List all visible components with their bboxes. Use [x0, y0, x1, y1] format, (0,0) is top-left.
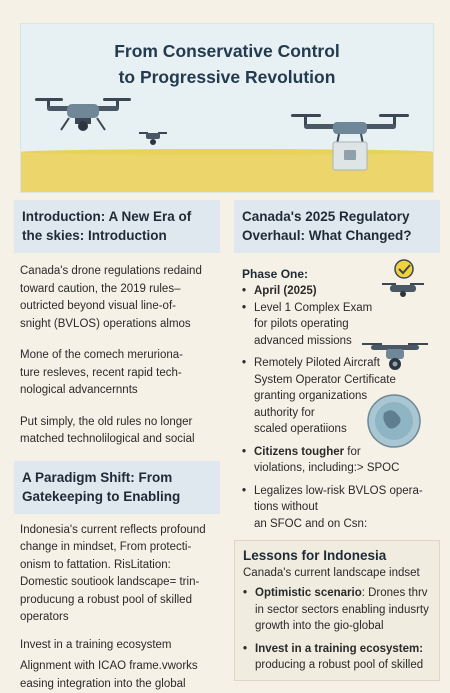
lessons-card — [234, 540, 440, 681]
right-column — [234, 200, 440, 676]
phase-one-label: Phase One: — [242, 267, 309, 281]
list-item: • April (2025) — [234, 283, 374, 300]
canada-overhaul-heading: Canada's 2025 Regulatory Overhaul: What Changed? — [234, 200, 440, 253]
list-item: • Level 1 Complex Exam for pilots operating advanced missions — [234, 300, 374, 350]
left-column — [14, 200, 220, 690]
intro-heading: Introduction: A New Era of the skies: Introduction — [14, 200, 220, 253]
lessons-heading: Lessons for Indonesia — [243, 548, 387, 563]
phase-one-section — [234, 267, 440, 532]
title-line-1: From Conservative Control — [114, 41, 340, 61]
intro-paragraph-1: Canada's drone regulations redaind toward caution, the 2019 rules– outricted beyond visual line-of- snight (BVLOS) operations almos — [20, 265, 202, 330]
checkmark-badge-icon — [380, 259, 426, 299]
hero-banner — [20, 23, 434, 193]
phase-one-list-continued — [234, 355, 440, 532]
list-item: • Legalizes low-risk BVLOS opera- tions without an SFOC and on Csn: — [234, 483, 440, 533]
intro-paragraph-3: Put simply, the old rules no longer matched technolilogical and social — [20, 415, 195, 445]
lessons-intro: Canada's current landscape indset — [243, 567, 420, 579]
list-item: • Citizens tougher for violations, including:> SPOC — [234, 444, 440, 477]
delivery-drone-icon — [289, 110, 411, 172]
list-item: • Remotely Piloted Aircraft System Operator Certificate granting organizations authority for scaled operatiions — [234, 355, 440, 438]
intro-paragraph-2: Mone of the comech meruriona- ture resleves, recent rapid tech- nological advancernnts — [20, 349, 183, 396]
list-item: • Invest in a training ecosystem: producing a robust pool of skilled — [235, 641, 439, 674]
paradigm-paragraph-2: Invest in a training ecosystem — [20, 638, 172, 651]
list-item: • Optimistic scenario: Drones thrv in sector sectors enabling indusrty growth into the gio-global — [235, 585, 439, 635]
small-drone-icon — [139, 130, 167, 146]
title-line-2: to Progressive Revolution — [118, 67, 336, 87]
paradigm-paragraph-3: Alignment with ICAO frame.vworks easing integration into the global — [20, 660, 198, 690]
quadcopter-drone-icon — [33, 92, 133, 134]
page-title — [21, 38, 433, 90]
paradigm-paragraph-1: Indonesia's current reflects profound change in mindset, From protecti- onism to fattation. RisLitation: Domestic soutiook landscape= trin- producung a robust pool of skilled operators — [20, 523, 206, 623]
phase-one-list — [234, 283, 374, 349]
paradigm-shift-heading: A Paradigm Shift: From Gatekeeping to Enabling — [14, 461, 220, 514]
